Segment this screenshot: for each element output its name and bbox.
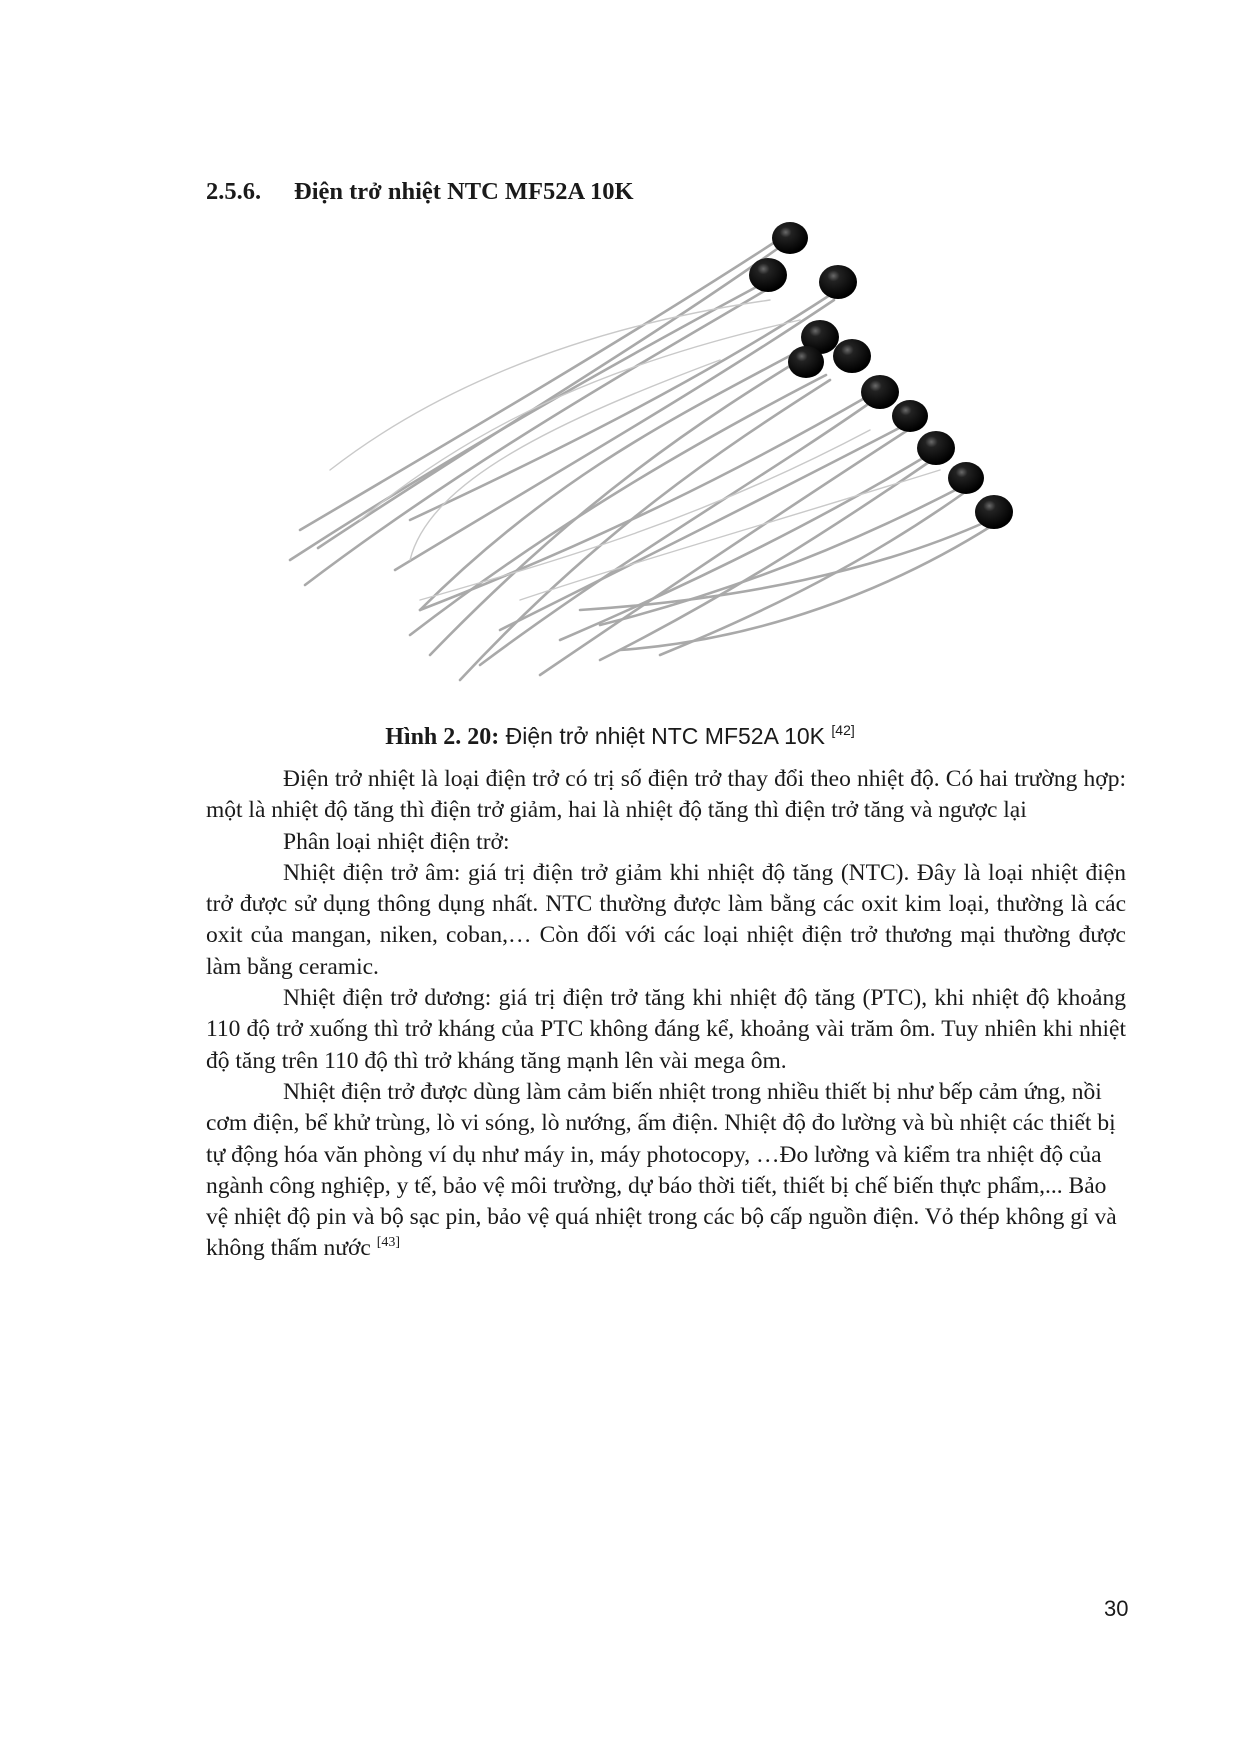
section-number: 2.5.6. (206, 178, 262, 205)
paragraph: Nhiệt điện trở âm: giá trị điện trở giảm khi nhiệt độ tăng (NTC). Đây là loại nhiệt điện trở được sử dụng thông dụng nhất. NTC thường được làm bằng các oxit kim loại, thường là các oxit của mangan, niken, coban,… Còn đối với các loại nhiệt điện trở thương mại thường được làm bằng ceramic. (206, 859, 1126, 980)
figure-label: Hình 2. 20: (385, 724, 500, 750)
section-title: Điện trở nhiệt NTC MF52A 10K (294, 178, 634, 205)
figure-caption (0, 723, 1240, 751)
figure-citation: [42] (831, 722, 855, 738)
section-heading (206, 178, 634, 206)
paragraph (206, 1077, 1126, 1265)
figure-caption-text: Điện trở nhiệt NTC MF52A 10K (499, 723, 832, 749)
paragraph: Phân loại nhiệt điện trở: (283, 828, 510, 855)
paragraph: Điện trở nhiệt là loại điện trở có trị số điện trở thay đổi theo nhiệt độ. Có hai trường hợp: một là nhiệt độ tăng thì điện trở giảm, hai là nhiệt độ tăng thì điện trở tăng và ngược lại (206, 766, 1126, 824)
thermistor-photo (270, 206, 1040, 726)
paragraph-text: Nhiệt điện trở được dùng làm cảm biến nhiệt trong nhiều thiết bị như bếp cảm ứng, nồi cơm điện, bể khử trùng, lò vi sóng, lò nướng, ấm điện. Nhiệt độ đo lường và bù nhiệt các thiết bị tự động hóa văn phòng ví dụ như máy in, máy photocopy, …Đo lường và kiểm tra nhiệt độ của ngành công nghiệp, y tế, bảo vệ môi trường, dự báo thời tiết, thiết bị chế biến thực phẩm,... Bảo vệ nhiệt độ pin và bộ sạc pin, bảo vệ quá nhiệt trong các bộ cấp nguồn điện. Vỏ thép không gỉ và không thấm nước (206, 1078, 1117, 1262)
paragraph: Nhiệt điện trở dương: giá trị điện trở tăng khi nhiệt độ tăng (PTC), khi nhiệt độ khoảng 110 độ trở xuống thì trở kháng của PTC không đáng kể, khoảng vài trăm ôm. Tuy nhiên khi nhiệt độ tăng trên 110 độ thì trở kháng tăng mạnh lên vài mega ôm. (206, 985, 1126, 1074)
paragraph-citation: [43] (376, 1235, 401, 1251)
body-text (206, 764, 1126, 1265)
page-number: 30 (1104, 1596, 1129, 1621)
